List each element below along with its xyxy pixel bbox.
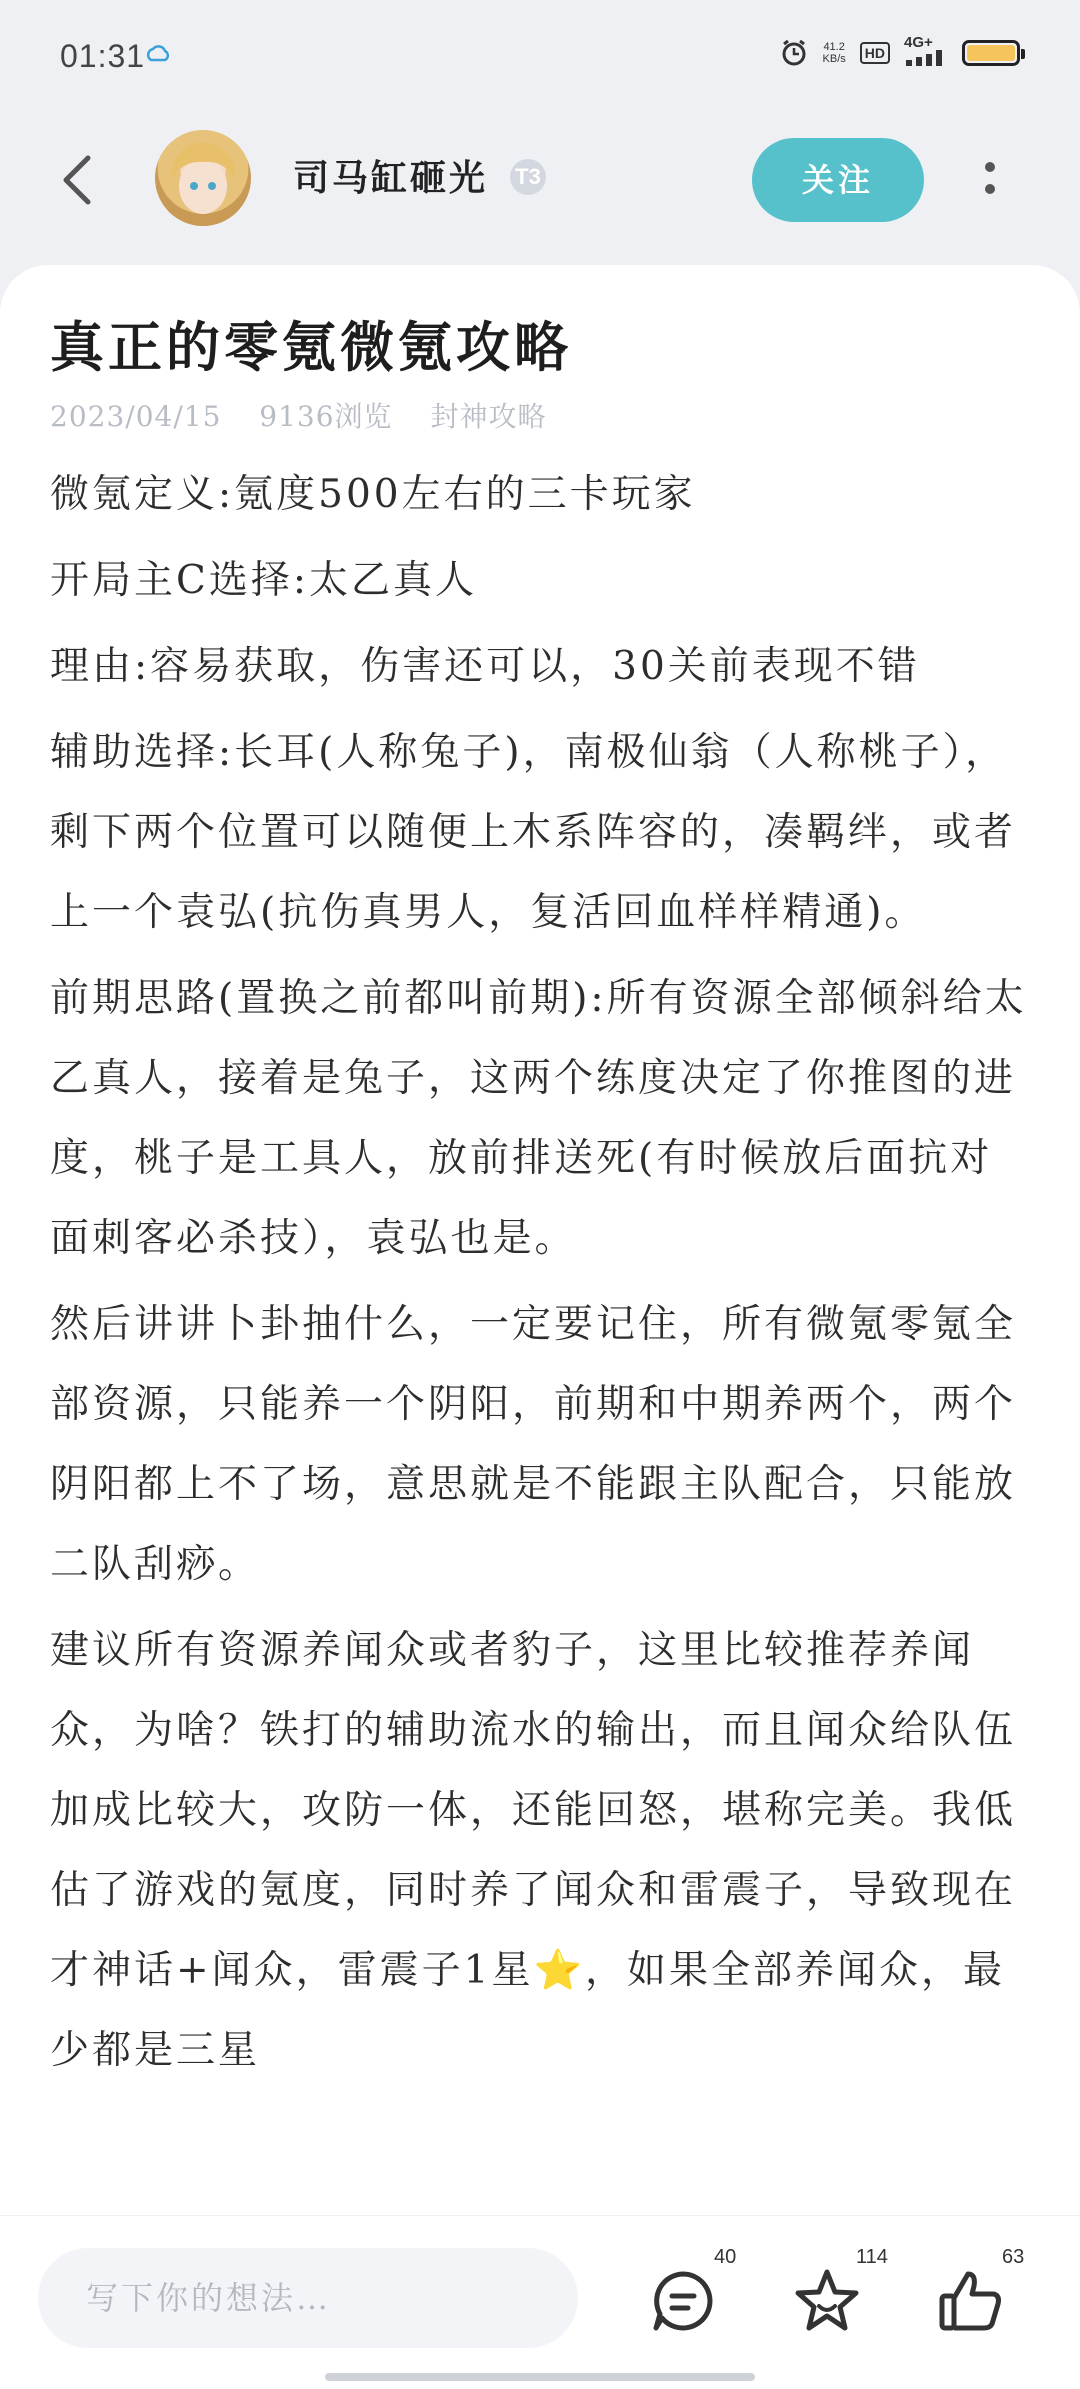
post-paragraph: 前期思路(置换之前都叫前期):所有资源全部倾斜给太乙真人，接着是兔子，这两个练度决定了你推图的进度，桃子是工具人，放前排送死(有时候放后面抗对面刺客必杀技），袁弘也是。 xyxy=(50,976,1027,1261)
comment-count: 40 xyxy=(714,2246,737,2268)
hd-badge: HD xyxy=(860,42,890,64)
star-icon xyxy=(792,2266,862,2336)
post-paragraph: 理由:容易获取，伤害还可以，30关前表现不错 xyxy=(50,644,920,689)
post-title: 真正的零氪微氪攻略 xyxy=(50,315,572,379)
signal-indicator xyxy=(904,36,948,69)
status-time: 01:31 xyxy=(60,38,146,74)
back-arrow-icon[interactable] xyxy=(58,150,98,210)
comment-input[interactable]: 写下你的想法… xyxy=(38,2248,578,2348)
post-paragraph: 开局主C选择:太乙真人 xyxy=(50,558,477,603)
alarm-icon xyxy=(779,38,809,68)
post-paragraph: 微氪定义:氪度500左右的三卡玩家 xyxy=(50,472,696,517)
scroll-fade xyxy=(0,2135,1080,2215)
favorite-button[interactable] xyxy=(792,2246,888,2336)
thumbs-up-icon xyxy=(936,2266,1006,2336)
bottom-action-bar xyxy=(0,2215,1080,2389)
post-meta xyxy=(50,395,574,435)
signal-bars-icon xyxy=(904,50,948,66)
network-type: 4G+ xyxy=(904,34,933,51)
status-bar xyxy=(0,0,1080,110)
follow-button[interactable]: 关注 xyxy=(752,138,924,222)
like-count: 63 xyxy=(1002,2246,1025,2268)
favorite-count: 114 xyxy=(856,2246,888,2268)
network-speed-value: 41.2 xyxy=(823,40,845,53)
cloud-sync-icon xyxy=(145,44,171,64)
post-category[interactable]: 封神攻略 xyxy=(430,400,547,433)
more-options-icon[interactable] xyxy=(970,156,1010,216)
network-speed xyxy=(823,41,846,65)
comment-button[interactable] xyxy=(648,2246,737,2336)
battery-icon xyxy=(962,40,1020,66)
post-body xyxy=(50,455,1030,2097)
post-header xyxy=(0,110,1080,260)
post-views: 9136浏览 xyxy=(259,400,393,433)
post-paragraph: 建议所有资源养闻众或者豹子，这里比较推荐养闻众，为啥？铁打的辅助流水的输出，而且闻众给队伍加成比较大，攻防一体，还能回怒，堪称完美。我低估了游戏的氪度，同时养了闻众和雷震子，导致现在才神话+闻众，雷震子1星⭐，如果全部养闻众，最少都是三星 xyxy=(50,1628,1017,2073)
author-name[interactable]: 司马缸砸光 xyxy=(293,157,489,199)
post-date: 2023/04/15 xyxy=(50,400,222,433)
network-speed-unit: KB/s xyxy=(822,52,846,65)
comment-icon xyxy=(648,2266,718,2336)
post-paragraph: 然后讲讲卜卦抽什么，一定要记住，所有微氪零氪全部资源，只能养一个阴阳，前期和中期养两个，两个阴阳都上不了场，意思就是不能跟主队配合，只能放二队刮痧。 xyxy=(50,1302,1017,1587)
user-level-badge: T3 xyxy=(510,159,546,195)
post-paragraph: 辅助选择:长耳(人称兔子)，南极仙翁（人称桃子），剩下两个位置可以随便上木系阵容的，凑羁绊，或者上一个袁弘(抗伤真男人，复活回血样样精通)。 xyxy=(50,730,1017,935)
avatar[interactable] xyxy=(155,130,251,226)
status-icons xyxy=(779,36,1020,69)
post-card xyxy=(0,265,1080,2215)
home-indicator[interactable] xyxy=(325,2373,755,2381)
avatar-image xyxy=(155,130,251,226)
like-button[interactable] xyxy=(936,2246,1025,2336)
